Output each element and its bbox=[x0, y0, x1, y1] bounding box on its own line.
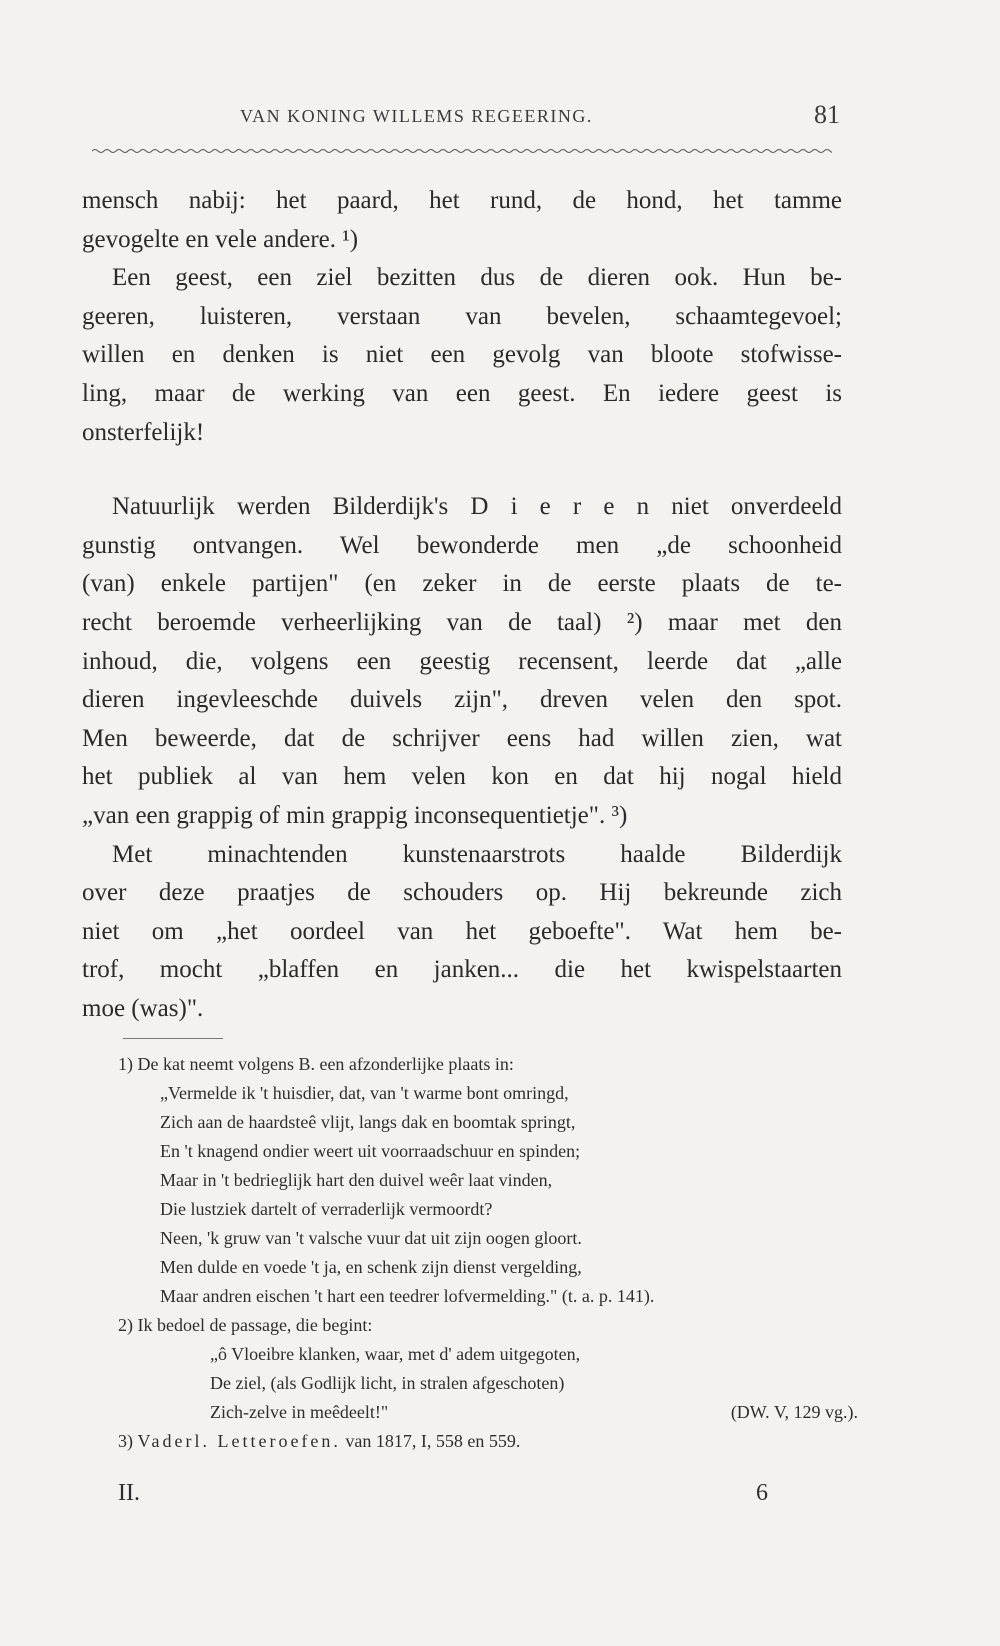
text-line: trof, mocht „blaffen en janken... die het kwispelstaarten bbox=[82, 956, 842, 984]
verse-line: „Vermelde ik 't huisdier, dat, van 't warme bont omringd, bbox=[160, 1083, 569, 1103]
signature-line bbox=[118, 1480, 768, 1510]
verse-line: Zich-zelve in meêdeelt!" bbox=[210, 1402, 389, 1422]
text-line: ling, maar de werking van een geest. En iedere geest is bbox=[82, 379, 842, 407]
journal-title: Vaderl. Letteroefen. bbox=[137, 1431, 341, 1451]
text-line: het publiek al van hem velen kon en dat hij nogal hield bbox=[82, 763, 842, 791]
footnotes bbox=[118, 1050, 858, 1456]
text-line: Men beweerde, dat de schrijver eens had willen zien, wat bbox=[82, 724, 842, 752]
verse-line: Men dulde en voede 't ja, en schenk zijn dienst vergelding, bbox=[160, 1257, 582, 1277]
text-line: gevogelte en vele andere. ¹) bbox=[82, 225, 359, 253]
footnote-number: 3) bbox=[118, 1431, 133, 1451]
verse-line: Neen, 'k gruw van 't valsche vuur dat uit zijn oogen gloort. bbox=[160, 1228, 582, 1248]
text-line: (van) enkele partijen" (en zeker in de eerste plaats de te- bbox=[82, 570, 842, 598]
text-line: onsterfelijk! bbox=[82, 418, 205, 446]
page-number: 81 bbox=[814, 100, 840, 129]
text-line: over deze praatjes de schouders op. Hij bekreunde zich bbox=[82, 879, 842, 907]
text-line: gunstig ontvangen. Wel bewonderde men „de schoonheid bbox=[82, 531, 842, 559]
text-line: geeren, luisteren, verstaan van bevelen, schaamtegevoel; bbox=[82, 302, 842, 330]
text-line: recht beroemde verheerlijking van de taal) ²) maar met den bbox=[82, 608, 842, 636]
verse-line: De ziel, (als Godlijk licht, in stralen afgeschoten) bbox=[210, 1373, 565, 1393]
verse-line: Maar in 't bedrieglijk hart den duivel weêr laat vinden, bbox=[160, 1170, 553, 1190]
footnote-rule bbox=[123, 1038, 223, 1039]
text-line: dieren ingevleeschde duivels zijn", dreven velen den spot. bbox=[82, 686, 842, 714]
text-line: Een geest, een ziel bezitten dus de dieren ook. Hun be- bbox=[112, 264, 842, 292]
text-line: „van een grappig of min grappig inconsequentietje". ³) bbox=[82, 801, 628, 829]
text-line: Natuurlijk werden Bilderdijk's D i e r e n niet onverdeeld bbox=[112, 493, 842, 521]
verse-line: Maar andren eischen 't hart een teedrer lofvermelding." (t. a. p. 141). bbox=[160, 1286, 655, 1306]
main-text bbox=[82, 182, 842, 1028]
running-head bbox=[80, 100, 840, 138]
footnote-1: 1) De kat neemt volgens B. een afzonderlijke plaats in: bbox=[118, 1054, 514, 1074]
verse-line: Die lustziek dartelt of verraderlijk vermoordt? bbox=[160, 1199, 493, 1219]
verse-line: Zich aan de haardsteê vlijt, langs dak en boomtak springt, bbox=[160, 1112, 576, 1132]
running-title: VAN KONING WILLEMS REGEERING. bbox=[240, 106, 593, 126]
verse-reference: (DW. V, 129 vg.). bbox=[730, 1402, 858, 1422]
wavy-rule-ornament bbox=[92, 146, 832, 156]
text-line: Met minachtenden kunstenaarstrots haalde Bilderdijk bbox=[112, 840, 842, 868]
text-line: moe (was)". bbox=[82, 994, 204, 1022]
volume-mark: II. bbox=[118, 1480, 140, 1506]
text-line: mensch nabij: het paard, het rund, de hond, het tamme bbox=[82, 187, 842, 214]
verse-line: „ô Vloeibre klanken, waar, met d' adem uitgegoten, bbox=[210, 1344, 581, 1364]
sheet-number: 6 bbox=[756, 1480, 768, 1506]
text-line: inhoud, die, volgens een geestig recensent, leerde dat „alle bbox=[82, 647, 842, 675]
verse-row bbox=[118, 1398, 858, 1427]
footnote-3 bbox=[118, 1427, 858, 1456]
text-line: willen en denken is niet een gevolg van bloote stofwisse- bbox=[82, 341, 842, 369]
footnote-citation: van 1817, I, 558 en 559. bbox=[345, 1431, 521, 1451]
footnote-2: 2) Ik bedoel de passage, die begint: bbox=[118, 1315, 373, 1335]
verse-line: En 't knagend ondier weert uit voorraadschuur en spinden; bbox=[160, 1141, 581, 1161]
text-line: niet om „het oordeel van het geboefte". Wat hem be- bbox=[82, 917, 842, 945]
